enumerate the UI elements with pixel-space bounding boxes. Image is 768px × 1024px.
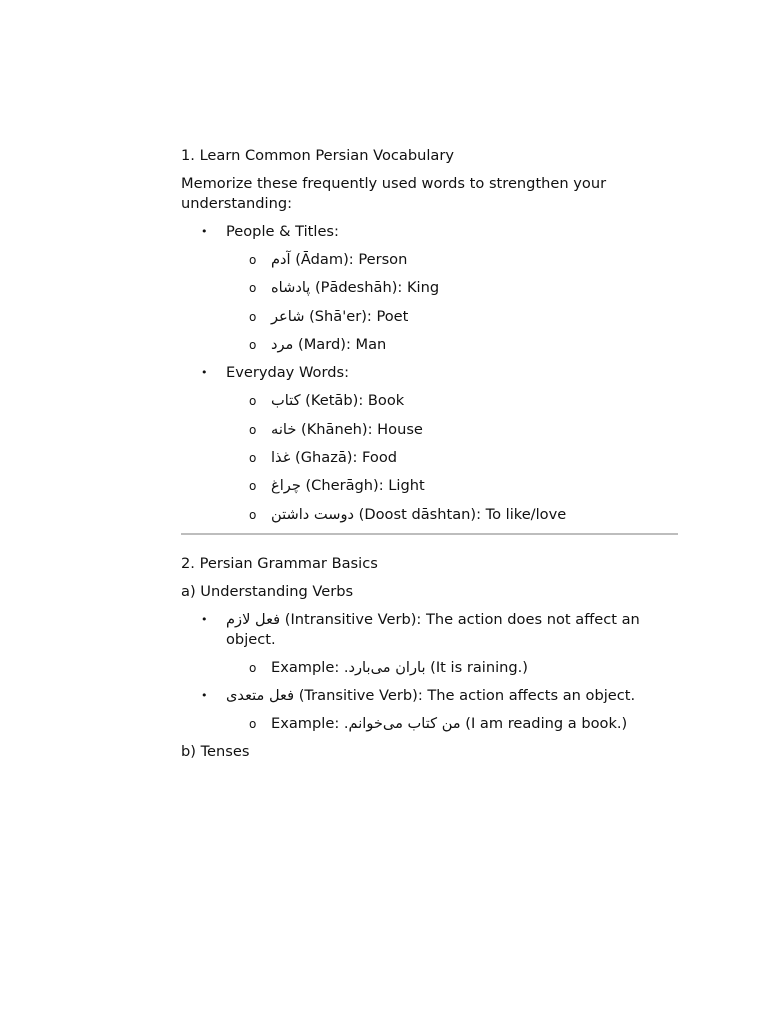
vocab-list-everyday (226, 391, 681, 525)
bullet-icon: o (249, 507, 257, 522)
translation: (Ketāb): Book (300, 392, 405, 410)
bullet-icon: o (249, 394, 257, 409)
bullet-icon: o (249, 450, 257, 465)
persian-word: شاعر (271, 307, 305, 325)
list-item (226, 448, 681, 468)
persian-term: فعل لازم (226, 611, 281, 628)
translation: (Ghazā): Food (290, 448, 398, 466)
section-1-intro: Memorize these frequently used words to strengthen your understanding: (181, 175, 607, 212)
persian-word: دوست داشتن (271, 505, 355, 523)
list-item (226, 420, 681, 440)
translation: (Mard): Man (293, 336, 387, 354)
bullet-icon: o (249, 717, 257, 731)
persian-word: مرد (271, 336, 294, 354)
translation: (Doost dāshtan): To like/love (354, 505, 567, 523)
translation: (Cherāgh): Light (300, 477, 425, 495)
bullet-icon: o (249, 253, 257, 267)
verb-description: (Intransitive Verb): The action does not affect an object. (226, 611, 640, 648)
translation: (Pādeshāh): King (310, 279, 440, 297)
vocab-group-people (181, 222, 681, 355)
section-1 (181, 146, 681, 533)
list-item (226, 505, 681, 525)
section-1-title: 1. Learn Common Persian Vocabulary (181, 147, 454, 164)
vocab-list-people (226, 250, 681, 355)
horizontal-divider (181, 533, 678, 535)
vocab-group-everyday (181, 363, 681, 525)
example-prefix: Example: (271, 715, 344, 732)
verb-transitive (181, 686, 681, 734)
persian-word: کتاب (271, 392, 301, 410)
list-item (226, 714, 681, 734)
section-2-title: 2. Persian Grammar Basics (181, 555, 378, 572)
verb-description: (Transitive Verb): The action affects an object. (294, 687, 636, 704)
bullet-icon: • (201, 613, 208, 626)
persian-word: پادشاه (271, 279, 311, 297)
bullet-icon: o (249, 479, 257, 494)
list-item (226, 391, 681, 411)
persian-example: من کتاب می‌خوانم. (343, 715, 461, 732)
group-label: People & Titles: (226, 223, 339, 240)
bullet-icon: o (249, 338, 257, 353)
example-translation: (I am reading a book.) (460, 715, 628, 732)
example-list (226, 658, 681, 678)
translation: (Shā'er): Poet (304, 307, 409, 325)
verb-list (181, 610, 681, 734)
bullet-icon: o (249, 661, 257, 675)
list-item (226, 307, 681, 327)
list-item (226, 658, 681, 678)
bullet-icon: o (249, 422, 257, 437)
example-list (226, 714, 681, 734)
bullet-icon: o (249, 309, 257, 324)
persian-example: باران می‌بارد. (343, 659, 426, 676)
example-prefix: Example: (271, 659, 344, 676)
persian-word: چراغ (271, 477, 301, 495)
bullet-icon: • (201, 689, 208, 702)
bullet-icon: o (249, 281, 257, 296)
section-2 (181, 554, 681, 762)
persian-term: فعل متعدی (226, 687, 295, 704)
vocab-groups (181, 222, 681, 525)
translation: (Khāneh): House (296, 420, 423, 438)
verb-intransitive (181, 610, 681, 678)
example-translation: (It is raining.) (425, 659, 528, 676)
bullet-icon: • (201, 366, 208, 380)
persian-word: خانه (271, 420, 297, 438)
persian-word: غذا (271, 448, 291, 466)
list-item (226, 476, 681, 496)
subheading-verbs: a) Understanding Verbs (181, 583, 354, 600)
list-item (226, 278, 681, 298)
group-label: Everyday Words: (226, 364, 349, 382)
translation: (Ādam): Person (290, 251, 408, 268)
subheading-tenses: b) Tenses (181, 743, 250, 760)
persian-word: آدم (271, 251, 291, 268)
list-item (226, 335, 681, 355)
list-item (226, 250, 681, 270)
bullet-icon: • (201, 225, 208, 238)
